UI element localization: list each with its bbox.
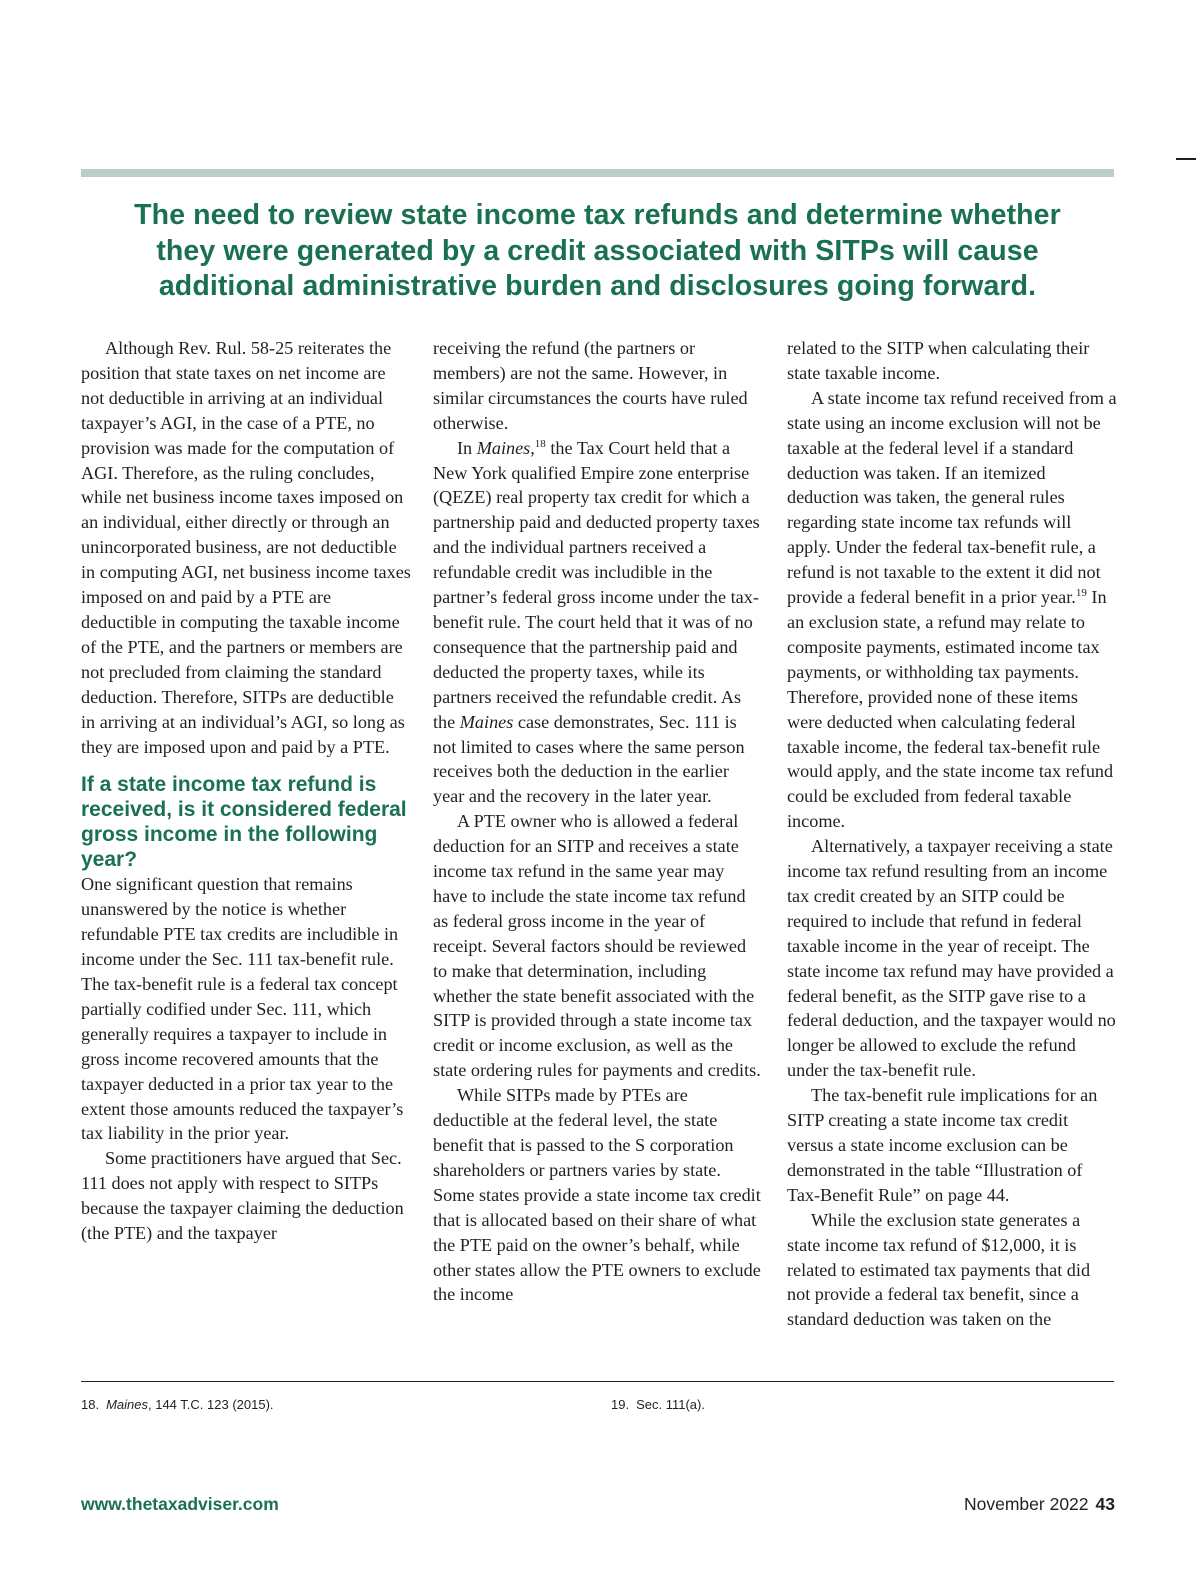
case-name: Maines <box>106 1397 148 1412</box>
paragraph: In Maines,$^{18}$ the Tax Court held that a New York qualified Empire zone enterprise (QEZE) real property tax credit for which a partnership paid and deducted property taxes and the individual partners received a refundable credit was includible in the partner’s federal gross income under the tax-benefit rule. The court held that it was of no consequence that the partnership paid and deducted the property taxes, while its partners received the refundable credit. As the Maines case demonstrates, Sec. 111 is not limited to cases where the same person receives both the deduction in the earlier year and the recovery in the later year. <box>433 437 760 807</box>
footnote-rule <box>81 1381 1114 1382</box>
text-run: In <box>457 437 477 458</box>
website-link[interactable]: www.thetaxadviser.com <box>81 1494 279 1514</box>
pullquote-line-1: The need to review state income tax refunds and determine whether <box>134 199 1061 231</box>
paragraph: related to the SITP when calculating their state taxable income. <box>787 338 1090 383</box>
footnote-19 <box>611 1397 705 1412</box>
footnote-18 <box>81 1397 274 1412</box>
text-run: A state income tax refund received from a state using an income exclusion will not be taxable at the federal level if a standard deduction was taken. If an itemized deduction was taken, the general rules regarding state income tax refunds will apply. Under the federal tax-benefit rule, a refund is not taxable to the extent it did not provide a federal benefit in a prior year. <box>787 387 1117 608</box>
text-run: the Tax Court held that a New York qualified Empire zone enterprise (QEZE) real property tax credit for which a partnership paid and deducted property taxes and the individual partners received a refundable credit was includible in the partner’s federal gross income under the tax-benefit rule. The court held that it was of no consequence that the partnership paid and deducted the property taxes, while its partners received the refundable credit. As the <box>433 437 760 732</box>
page-edge-mark <box>1176 158 1196 160</box>
paragraph: receiving the refund (the partners or members) are not the same. However, in similar circumstances the courts have ruled otherwise. <box>433 338 748 433</box>
paragraph: Some practitioners have argued that Sec. 111 does not apply with respect to SITPs because the taxpayer claiming the deduction (the PTE) and the taxpayer <box>81 1148 404 1244</box>
footnote-text: , 144 T.C. 123 (2015). <box>148 1397 274 1412</box>
pullquote-line-2: they were generated by a credit associated with SITPs will cause <box>156 234 1039 267</box>
paragraph <box>787 386 1117 834</box>
text-run: In an exclusion state, a refund may relate to composite payments, estimated income tax payments, or withholding tax payments. Therefore, provided none of these items were deducted when calculating federal taxable income, the federal tax-benefit rule would apply, and the state income tax refund could be excluded from federal taxable income. <box>787 587 1114 832</box>
paragraph: The tax-benefit rule implications for an SITP creating a state income tax credit versus a state income exclusion can be demonstrated in the table “Illustration of Tax-Benefit Rule” on page 44. <box>787 1085 1098 1205</box>
footnote-ref-19: 19 <box>1075 587 1087 600</box>
pullquote-top-rule <box>81 169 1114 177</box>
paragraph: Alternatively, a taxpayer receiving a state income tax refund resulting from an income tax credit created by an SITP could be required to include that refund in federal taxable income in the year of receipt. The state income tax refund may have provided a federal benefit, as the SITP gave rise to a federal deduction, and the taxpayer would no longer be allowed to exclude the refund under the tax-benefit rule. <box>787 836 1116 1081</box>
paragraph: One significant question that remains unanswered by the notice is whether refundable PTE tax credits are includible in income under the Sec. 111 tax-benefit rule. The tax-benefit rule is a federal tax concept partially codified under Sec. 111, which generally requires a taxpayer to include in gross income recovered amounts that the taxpayer deducted in a prior tax year to the extent those amounts reduced the taxpayer’s tax liability in the prior year. <box>81 874 404 1144</box>
issue-date: November 2022 <box>964 1494 1089 1514</box>
footnote-text: Sec. 111(a). <box>636 1397 705 1412</box>
case-name: Maines <box>476 437 531 458</box>
case-name: Maines <box>459 711 514 732</box>
footnote-number: 19. <box>611 1397 630 1412</box>
paragraph: A PTE owner who is allowed a federal deduction for an SITP and receives a state income tax refund in the same year may have to include the state income tax refund as federal gross income in the year of receipt. Several factors should be reviewed to make that determination, including whether the state benefit associated with the SITP is provided through a state income tax credit or income exclusion, as well as the state ordering rules for payments and credits. <box>433 811 761 1081</box>
footnote-number: 18. <box>81 1397 100 1412</box>
footnote-ref-18: 18 <box>534 437 546 450</box>
text-run: case demonstrates, Sec. 111 is not limited to cases where the same person receives both the deduction in the earlier year and the recovery in the later year. <box>433 711 745 807</box>
paragraph: While SITPs made by PTEs are deductible at the federal level, the state benefit that is passed to the S corporation shareholders or partners varies by state. Some states provide a state income tax credit that is allocated based on their share of what the PTE paid on the owner’s behalf, while other states allow the PTE owners to exclude the income <box>433 1085 761 1305</box>
pullquote <box>81 198 1114 305</box>
column-3 <box>787 336 1117 1332</box>
column-2 <box>433 336 763 1307</box>
page-number: 43 <box>1095 1494 1115 1514</box>
paragraph: While the exclusion state generates a state income tax refund of $12,000, it is related to estimated tax payments that did not provide a federal tax benefit, since a standard deduction was taken on the <box>787 1209 1091 1330</box>
section-heading: If a state income tax refund is received, is it considered federal gross income in the following year? <box>81 773 407 872</box>
pullquote-line-3: additional administrative burden and disclosures going forward. <box>158 270 1037 302</box>
column-1 <box>81 336 411 1246</box>
paragraph: Although Rev. Rul. 58-25 reiterates the position that state taxes on net income are not deductible in arriving at an individual taxpayer’s AGI, in the case of a PTE, no provision was made for the computation of AGI. Therefore, as the ruling concludes, while net business income taxes imposed on an individual, either directly or through an unincorporated business, are not deductible in computing AGI, net business income taxes imposed on and paid by a PTE are deductible in computing the taxable income of the PTE, and the partners or members are not precluded from claiming the standard deduction. Therefore, SITPs are deductible in arriving at an individual’s AGI, so long as they are imposed upon and paid by a PTE. <box>81 338 411 757</box>
footer-issue <box>964 1494 1115 1515</box>
